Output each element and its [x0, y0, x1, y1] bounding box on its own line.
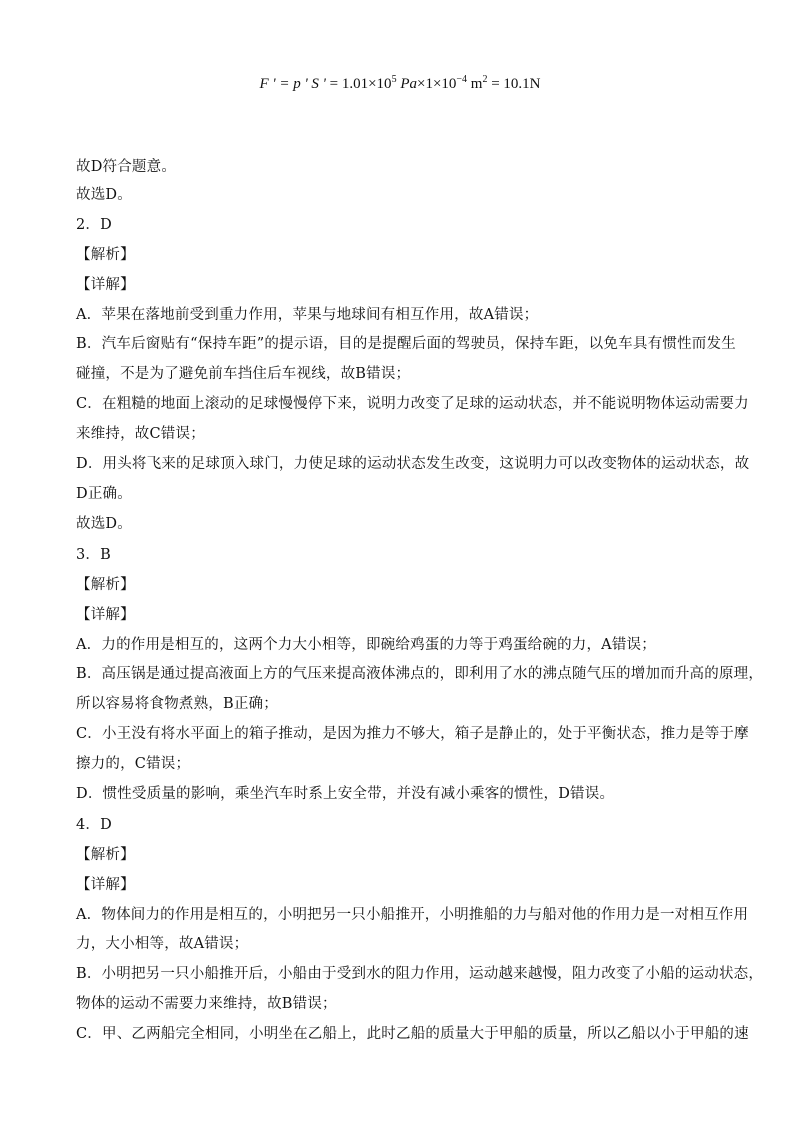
formula-mid: ×1×10 — [416, 76, 457, 92]
text-line: 故D符合题意。 — [76, 159, 177, 175]
formula-exp1: 5 — [391, 74, 397, 85]
text-line: 物体的运动不需要力来维持，故B错误； — [76, 996, 337, 1012]
formula-unit: m — [470, 76, 483, 92]
pressure-force-formula — [0, 76, 800, 93]
text-line: A．力的作用是相互的，这两个力大小相等，即碗给鸡蛋的力等于鸡蛋给碗的力，A错误； — [76, 637, 656, 653]
formula-result: = 10.1N — [491, 76, 541, 92]
text-line: B．小明把另一只小船推开后，小船由于受到水的阻力作用，运动越来越慢，阻力改变了小船的运动状态， — [76, 966, 764, 982]
text-line: D．惯性受质量的影响，乘坐汽车时系上安全带，并没有减小乘客的惯性，D错误。 — [76, 786, 615, 802]
text-line: 力，大小相等，故A错误； — [76, 936, 249, 952]
text-line: 擦力的，C错误； — [76, 756, 191, 772]
text-line: 所以容易将食物煮熟，B正确； — [76, 696, 278, 712]
text-line: 故选D。 — [76, 516, 132, 532]
text-line: 碰撞，不是为了避免前车挡住后车视线，故B错误； — [76, 366, 411, 382]
text-line: A．物体间力的作用是相互的，小明把另一只小船推开，小明推船的力与船对他的作用力是一对相互作用 — [76, 907, 749, 923]
formula-exp2: −4 — [456, 74, 468, 85]
formula-exp3: 2 — [482, 74, 488, 85]
text-line: C．小王没有将水平面上的箱子推动，是因为推力不够大，箱子是静止的，处于平衡状态，推力是等于摩 — [76, 726, 749, 742]
formula-rhs: = 1.01×10 — [329, 76, 392, 92]
section-heading: 【详解】 — [76, 277, 135, 293]
text-line: C．在粗糙的地面上滚动的足球慢慢停下来，说明力改变了足球的运动状态，并不能说明物体运动需要力 — [76, 396, 749, 412]
formula-lhs: F ' = p ' S ' — [259, 76, 326, 92]
section-heading: 【解析】 — [76, 247, 135, 263]
text-line: D．用头将飞来的足球顶入球门，力使足球的运动状态发生改变，这说明力可以改变物体的运动状态，故 — [76, 456, 750, 472]
question-answer: 3．B — [76, 547, 111, 563]
text-line: 故选D。 — [76, 187, 132, 203]
section-heading: 【详解】 — [76, 607, 135, 623]
formula-pa: Pa — [400, 76, 417, 92]
section-heading: 【解析】 — [76, 577, 135, 593]
section-heading: 【详解】 — [76, 877, 135, 893]
section-heading: 【解析】 — [76, 847, 135, 863]
question-answer: 4．D — [76, 817, 112, 833]
text-line: B．高压锅是通过提高液面上方的气压来提高液体沸点的，即利用了水的沸点随气压的增加而升高的原理， — [76, 666, 764, 682]
text-line: B．汽车后窗贴有“保持车距”的提示语，目的是提醒后面的驾驶员，保持车距，以免车具有惯性而发生 — [76, 336, 736, 352]
text-line: A．苹果在落地前受到重力作用，苹果与地球间有相互作用，故A错误； — [76, 307, 539, 323]
question-answer: 2．D — [76, 217, 112, 233]
text-line: 来维持，故C错误； — [76, 426, 205, 442]
text-line: D正确。 — [76, 486, 132, 502]
text-line: C．甲、乙两船完全相同，小明坐在乙船上，此时乙船的质量大于甲船的质量，所以乙船以小于甲船的速 — [76, 1026, 749, 1042]
